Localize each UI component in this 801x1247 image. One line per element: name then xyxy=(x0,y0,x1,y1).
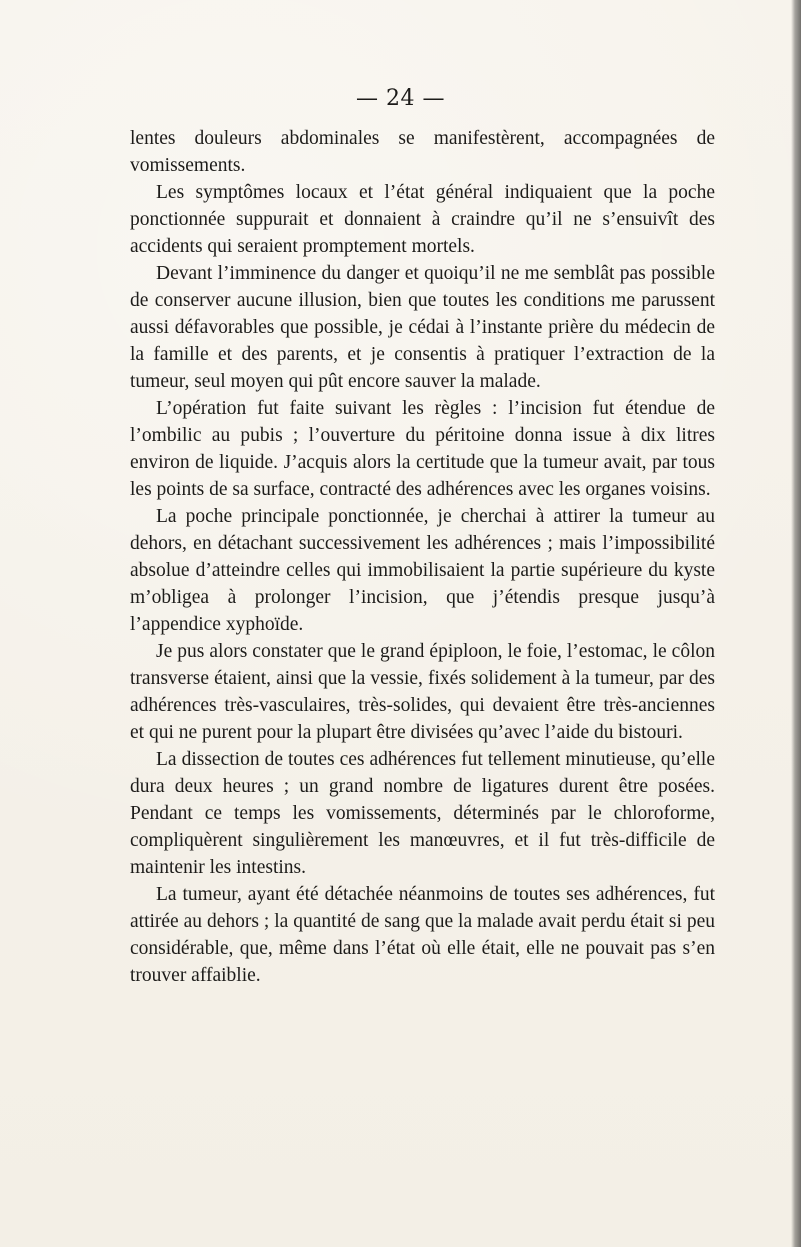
paragraph-2: Les symptômes locaux et l’état général indiquaient que la poche ponctionnée suppurait et donnaient à craindre qu’il ne s’ensuivît des accidents qui seraient promptement mortels. xyxy=(130,182,715,257)
paragraph-1: lentes douleurs abdominales se manifestèrent, accompagnées de vomissements. xyxy=(130,128,715,176)
paragraph-3: Devant l’imminence du danger et quoiqu’il ne me semblât pas possible de conserver aucune illusion, bien que toutes les conditions me parussent aussi défavorables que possible, je cédai à l’instante prière du médecin de la famille et des parents, et je consentis à pratiquer l’extraction de la tumeur, seul moyen qui pût encore sauver la malade. xyxy=(130,263,715,392)
paragraph-8: La tumeur, ayant été détachée néanmoins de toutes ses adhérences, fut attirée au dehors ; la quantité de sang que la malade avait perdu était si peu considérable, que, même dans l’état où elle était, elle ne pouvait pas s’en trouver affaiblie. xyxy=(130,884,715,986)
paragraph-5: La poche principale ponctionnée, je cherchai à attirer la tumeur au dehors, en détachant successivement les adhérences ; mais l’impossibilité absolue d’atteindre celles qui immobilisaient la partie supérieure du kyste m’obligea à prolonger l’incision, que j’étendis presque jusqu’à l’appendice xyphoïde. xyxy=(130,506,715,635)
page-edge-shadow xyxy=(791,0,801,1247)
page-number-header: — 24 — xyxy=(356,86,445,111)
body-text xyxy=(130,125,715,989)
paragraph-4: L’opération fut faite suivant les règles : l’incision fut étendue de l’ombilic au pubis ; l’ouverture du péritoine donna issue à dix litres environ de liquide. J’acquis alors la certitude que la tumeur avait, par tous les points de sa surface, contracté des adhérences avec les organes voisins. xyxy=(130,398,715,500)
paragraph-7: La dissection de toutes ces adhérences fut tellement minutieuse, qu’elle dura deux heures ; un grand nombre de ligatures durent être posées. Pendant ce temps les vomissements, déterminés par le chloroforme, compliquèrent singulièrement les manœuvres, et il fut très-difficile de maintenir les intestins. xyxy=(130,749,715,878)
paragraph-6: Je pus alors constater que le grand épiploon, le foie, l’estomac, le côlon transverse étaient, ainsi que la vessie, fixés solidement à la tumeur, par des adhérences très-vasculaires, très-solides, qui devaient être très-anciennes et qui ne purent pour la plupart être divisées qu’avec l’aide du bistouri. xyxy=(130,641,715,743)
